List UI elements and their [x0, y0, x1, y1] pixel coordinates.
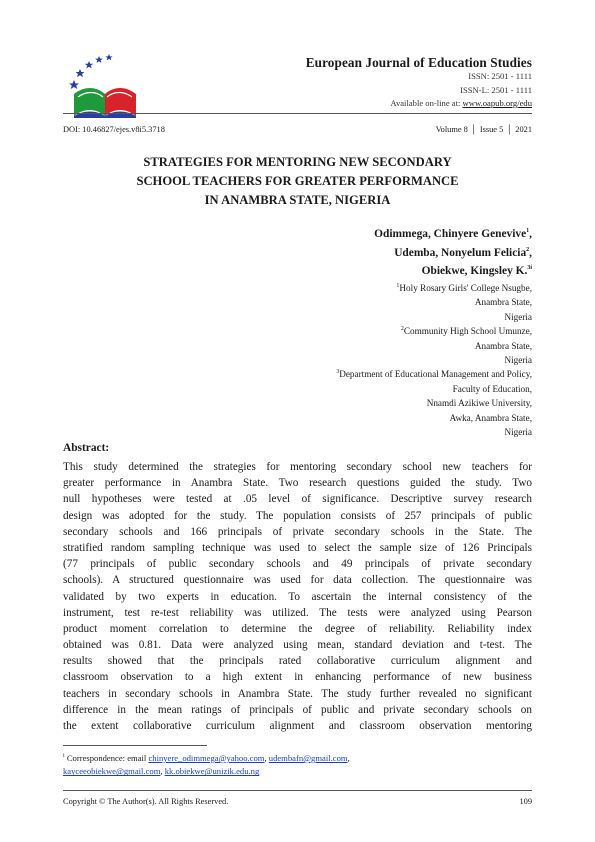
- abstract-line: validated by two experts in education. To ascertain the internal consistency of the: [63, 590, 532, 603]
- abstract-line: greater performance in Anambra State. Two research questions guided the study. Two: [63, 477, 532, 490]
- affiliations: [336, 281, 532, 439]
- abstract-line: secondary schools and 166 principals of private secondary schools in the State. The: [63, 525, 532, 538]
- footnote-label: Correspondence: email: [66, 753, 147, 763]
- abstract-line: design was adopted for the study. The population consists of 257 principals of public: [63, 509, 532, 522]
- doi: DOI: 10.46827/ejes.v8i5.3718: [63, 125, 165, 134]
- affiliation-line: Anambra State,: [474, 297, 532, 308]
- abstract-line: instrument, test re-test reliability was utilized. The tests were analyzed using Pearson: [63, 606, 532, 619]
- author-name: Odimmega, Chinyere Genevive$^1$,: [374, 228, 532, 240]
- page-number: 109: [519, 797, 532, 806]
- correspondence-footnote: $^i$ Correspondence: email chinyere_odimmega@yahoo.com, udembafn@gmail.com, kayceeobiekwe@gmail.com, kk.obiekwe@unizik.edu.ng: [63, 753, 350, 777]
- abstract-line: obtained was 0.81. Data were analyzed using mean, standard deviation and t-test. The: [63, 639, 532, 652]
- abstract-body: [63, 459, 532, 734]
- abstract-line: null hypotheses were tested at .05 level of significance. Descriptive survey research: [63, 493, 532, 506]
- affiliation-line: Nigeria: [504, 427, 532, 438]
- affiliation-line: Nigeria: [504, 311, 532, 322]
- issn-l: ISSN-L: 2501 - 1111: [460, 85, 532, 95]
- abstract-line: the extent collaborative curriculum alignment and classroom observation mentoring: [63, 720, 532, 732]
- affiliation-line: Faculty of Education,: [452, 383, 532, 394]
- email-link[interactable]: udembafn@gmail.com: [268, 753, 348, 763]
- abstract-line: (77 principals of public secondary schools and 49 principals of private secondary: [63, 558, 532, 571]
- author-name: Udemba, Nonyelum Felicia$^2$,: [394, 247, 532, 259]
- email-link[interactable]: chinyere_odimmega@yahoo.com: [148, 753, 265, 763]
- footnote-divider: [63, 745, 207, 746]
- title-line: STRATEGIES FOR MENTORING NEW SECONDARY: [143, 155, 452, 169]
- separator: │: [506, 125, 513, 134]
- abstract-line: product moment correlation to determine the degree of reliability. Reliability index: [63, 622, 532, 635]
- issue: Issue 5: [479, 125, 504, 134]
- copyright: Copyright © The Author(s). All Rights Reserved.: [63, 797, 229, 806]
- affiliation-line: Awka, Anambra State,: [449, 412, 532, 423]
- issn: ISSN: 2501 - 1111: [468, 71, 532, 81]
- paper-title: [63, 153, 532, 210]
- stars-arc-icon: [69, 54, 113, 89]
- abstract-line: stratified random sampling technique was used to select the sample size of 126 Principals: [63, 541, 532, 554]
- header-divider: [63, 113, 532, 114]
- available-online-label: Available on-line at:: [390, 98, 461, 108]
- title-line: SCHOOL TEACHERS FOR GREATER PERFORMANCE: [136, 174, 459, 188]
- abstract-line: schools). A structured questionnaire was used for data collection. The questionnaire was: [63, 574, 532, 587]
- abstract-heading: Abstract:: [63, 442, 110, 454]
- footer-divider: [63, 790, 532, 791]
- abstract-line: This study determined the strategies for mentoring secondary school new teachers for: [63, 461, 532, 473]
- volume-issue-year: [436, 125, 532, 134]
- author-name: Obiekwe, Kingsley K.$^{3i}$: [421, 265, 532, 277]
- affiliation-line: $^3$Department of Educational Management and Policy,: [336, 369, 532, 380]
- affiliation-line: $^2$Community High School Umunze,: [400, 326, 532, 337]
- abstract-line: difference in the mean ratings of principals of public and private secondary schools on: [63, 703, 532, 716]
- available-online: [390, 98, 532, 108]
- affiliation-line: Anambra State,: [474, 340, 532, 351]
- email-link[interactable]: kk.obiekwe@unizik.edu.ng: [164, 766, 260, 777]
- journal-logo-icon: [66, 50, 144, 118]
- title-line: IN ANAMBRA STATE, NIGERIA: [204, 193, 391, 207]
- affiliation-line: Nnamdi Azikiwe University,: [426, 398, 532, 409]
- email-link[interactable]: kayceeobiekwe@gmail.com: [63, 766, 161, 777]
- affiliation-line: $^1$Holy Rosary Girls' College Nsugbe,: [396, 282, 532, 293]
- journal-url-link[interactable]: www.oapub.org/edu: [462, 98, 532, 108]
- journal-title: European Journal of Education Studies: [305, 55, 532, 70]
- abstract-line: teachers in secondary schools in Anambra State. The study further revealed no significant: [63, 687, 532, 700]
- abstract-line: classroom observation to a high extent in enhancing performance of new business: [63, 671, 532, 684]
- footnote-marker: i: [63, 753, 65, 760]
- year: 2021: [515, 125, 532, 134]
- separator: │: [470, 125, 477, 134]
- abstract-line: results showed that the principals rated collaborative curriculum alignment and: [63, 655, 532, 668]
- affiliation-line: Nigeria: [504, 355, 532, 366]
- volume: Volume 8: [435, 125, 468, 134]
